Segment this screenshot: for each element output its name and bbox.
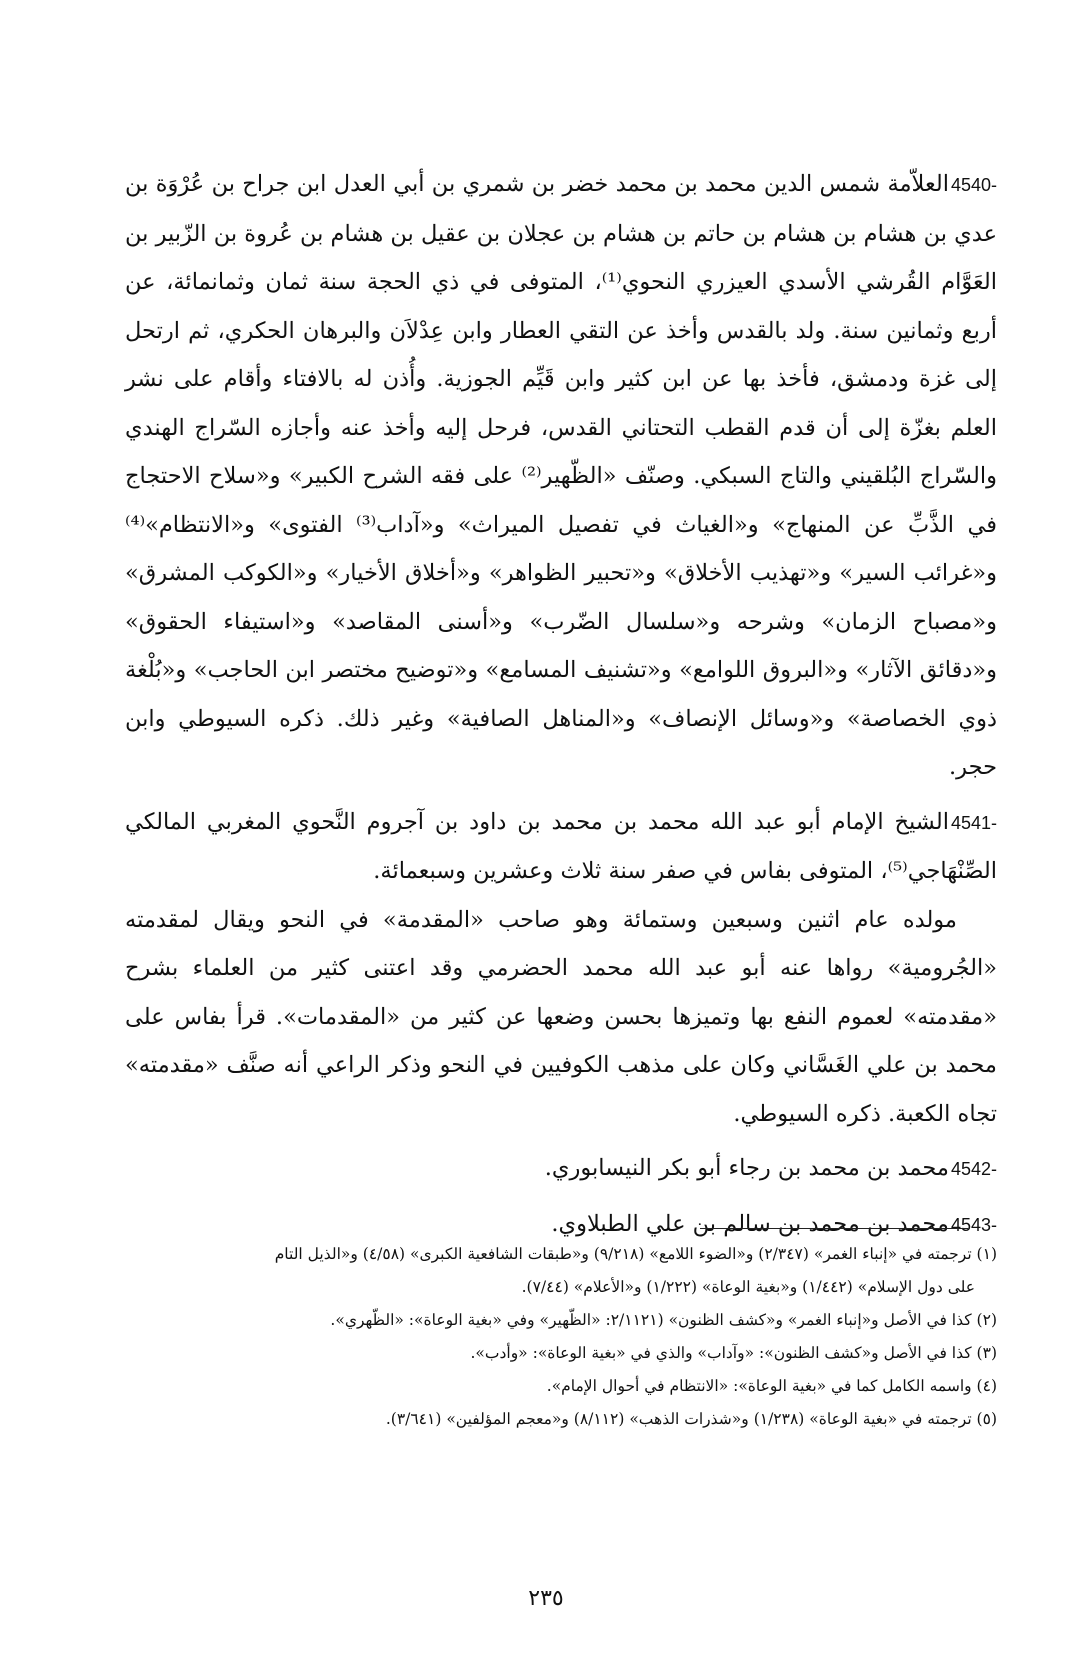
footnote-2 [125,1304,997,1337]
footnote-text: (٣) كذا في الأصل و«كشف الظنون»: «وآداب» والذي في «بغية الوعاة»: «وأدب». [470,1344,997,1362]
footnote-1 [125,1238,997,1304]
entry-text: الشيخ الإمام أبو عبد الله محمد بن محمد بن داود بن آجروم النَّحوي المغربي المالكي الصِّنْهَاجي⁽⁵⁾، المتوفى بفاس في صفر سنة ثلاث وعشرين وسبعمائة. [125,808,997,884]
entry-number: 4543- [950,1214,997,1235]
footnote-5 [125,1403,997,1436]
footnote-divider [700,1228,968,1229]
footnotes [125,1238,997,1436]
footnote-text: (٢) كذا في الأصل و«إنباء الغمر» و«كشف الظنون» (٢/١١٢١: «الظّهير» وفي «بغية الوعاة»: «الظّهري». [330,1311,997,1329]
entry-number: 4540- [950,175,997,195]
footnote-3 [125,1337,997,1370]
entry-4542 [125,1144,997,1194]
entry-paragraph: مولده عام اثنين وسبعين وستمائة وهو صاحب «المقدمة» في النحو ويقال لمقدمته «الجُرومية» رواها عنه أبو عبد الله محمد الحضرمي وقد اعتنى كثير من العلماء بشرح «مقدمته» لعموم النفع بها وتميزها بحسن وضعها عن كثير من «المقدمات». قرأ بفاس على محمد بن علي الغَسَّاني وكان على مذهب الكوفيين في النحو وذكر الراعي أنه صنَّف «مقدمته» تجاه الكعبة. ذكره السيوطي. [125,906,997,1127]
page-number: ٢٣٥ [528,1586,564,1611]
footnote-text: (٤) واسمه الكامل كما في «بغية الوعاة»: «الانتظام في أحوال الإمام». [546,1377,997,1395]
entry-text: العلاّمة شمس الدين محمد بن محمد خضر بن شمري بن أبي العدل ابن جراح بن عُرْوَة بن عدي بن هشام بن هشام بن حاتم بن هشام بن عجلان بن عقيل بن هشام بن عُروة بن الزّبير بن العَوَّام القُرشي الأسدي العيزري النحوي⁽¹⁾، المتوفى في ذي الحجة سنة ثمان وثمانمائة، عن أربع وثمانين سنة. ولد بالقدس وأخذ عن التقي العطار وابن عِدْلاَن والبرهان الحكري، ثم ارتحل إلى غزة ودمشق، فأخذ بها عن ابن كثير وابن قَيِّم الجوزية. وأُذن له بالافتاء وأقام على نشر العلم بغزّة إلى أن قدم القطب التحتاني القدس، فرحل إليه وأخذ عنه وأجازه السّراج الهندي والسّراج البُلقيني والتاج السبكي. وصنّف «الظّهير⁽²⁾ على فقه الشرح الكبير» و«سلاح الاحتجاج في الذَّبِّ عن المنهاج» و«الغياث في تفصيل الميراث» و«آداب⁽³⁾ الفتوى» و«الانتظام»⁽⁴⁾ و«غرائب السير» و«تهذيب الأخلاق» و«تحبير الظواهر» و«أخلاق الأخيار» و«الكوكب المشرق» و«مصباح الزمان» وشرحه و«سلسال الضّرب» و«أسنى المقاصد» و«استيفاء الحقوق» و«دقائق الآثار» و«البروق اللوامع» و«تشنيف المسامع» و«توضيح مختصر ابن الحاجب» و«بُلْغة ذوي الخصاصة» و«وسائل الإنصاف» و«المناهل الصافية» وغير ذلك. ذكره السيوطي وابن حجر. [125,171,998,780]
footnote-text: (٥) ترجمته في «بغية الوعاة» (١/٢٣٨) و«شذرات الذهب» (٨/١١٢) و«معجم المؤلفين» (٣/٦٤١). [385,1410,997,1428]
entry-number: 4542- [950,1159,997,1179]
footnote-4 [125,1370,997,1403]
entry-4540 [125,160,997,792]
entry-number: 4541- [950,812,997,833]
entry-4541 [125,798,997,1139]
entry-text: محمد بن محمد بن رجاء أبو بكر النيسابوري. [544,1155,949,1181]
main-text [125,160,997,1255]
footnote-continuation: على دول الإسلام» (١/٤٤٢) و«بغية الوعاة» (١/٢٢٢) و«الأعلام» (٧/٤٤). [521,1278,975,1296]
footnote-text: (١) ترجمته في «إنباء الغمر» (٢/٣٤٧) و«الضوء اللامع» (٩/٢١٨) و«طبقات الشافعية الكبرى» (٤/٥٨) و«الذيل التام [274,1245,997,1263]
entry-text: محمد بن محمد بن سالم بن علي الطبلاوي. [551,1210,949,1237]
